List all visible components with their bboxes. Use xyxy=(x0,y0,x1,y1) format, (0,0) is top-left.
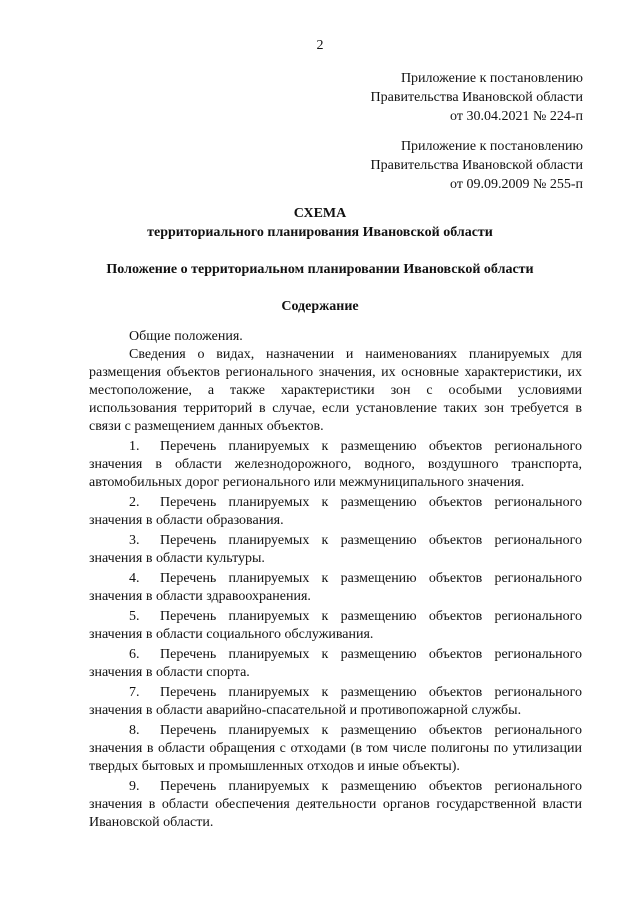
appendix-line: от 30.04.2021 № 224-п xyxy=(450,109,583,124)
contents-body xyxy=(89,328,582,832)
item-text: Перечень планируемых к размещению объектов регионального значения в области обращения с отходами (в том числе полигоны по утилизации твердых бытовых и промышленных отходов и иные объекты). xyxy=(89,723,582,774)
section-heading: Положение о территориальном планировании Ивановской области xyxy=(106,262,534,277)
item-text: Перечень планируемых к размещению объектов регионального значения в области образования. xyxy=(89,495,582,528)
list-item xyxy=(89,778,582,832)
item-text: Перечень планируемых к размещению объектов регионального значения в области социального обслуживания. xyxy=(89,609,582,642)
contents-heading: Содержание xyxy=(281,299,359,314)
item-number: 6. xyxy=(129,647,140,662)
item-number: 9. xyxy=(129,779,140,794)
item-number: 5. xyxy=(129,609,140,624)
document-title: СХЕМА xyxy=(293,206,347,221)
general-provisions: Общие положения. xyxy=(129,329,243,344)
item-text: Перечень планируемых к размещению объектов регионального значения в области культуры. xyxy=(89,533,582,566)
item-text: Перечень планируемых к размещению объектов регионального значения в области аварийно-спасательной и противопожарной службы. xyxy=(89,685,582,718)
item-number: 7. xyxy=(129,685,140,700)
appendix-line: от 09.09.2009 № 255-п xyxy=(450,177,583,192)
list-item xyxy=(89,570,582,606)
appendix-line: Приложение к постановлению xyxy=(400,71,583,86)
appendix-note-current xyxy=(371,69,583,126)
appendix-note-original xyxy=(371,137,583,194)
item-number: 2. xyxy=(129,495,140,510)
document-subtitle: территориального планирования Ивановской области xyxy=(147,225,493,240)
list-item xyxy=(89,646,582,682)
item-number: 4. xyxy=(129,571,140,586)
list-item xyxy=(89,722,582,776)
page-number: 2 xyxy=(316,38,324,53)
list-item xyxy=(89,494,582,530)
item-number: 8. xyxy=(129,723,140,738)
list-item xyxy=(89,438,582,492)
appendix-line: Правительства Ивановской области xyxy=(370,158,583,173)
item-number: 1. xyxy=(129,439,140,454)
item-text: Перечень планируемых к размещению объектов регионального значения в области обеспечения деятельности органов государственной власти Ивановской области. xyxy=(89,779,582,830)
item-text: Перечень планируемых к размещению объектов регионального значения в области железнодорожного, водного, воздушного транспорта, автомобильных дорог регионального или межмуниципального значения. xyxy=(89,439,582,490)
item-text: Перечень планируемых к размещению объектов регионального значения в области здравоохранения. xyxy=(89,571,582,604)
list-item xyxy=(89,608,582,644)
item-text: Перечень планируемых к размещению объектов регионального значения в области спорта. xyxy=(89,647,582,680)
item-number: 3. xyxy=(129,533,140,548)
appendix-line: Правительства Ивановской области xyxy=(370,90,583,105)
appendix-line: Приложение к постановлению xyxy=(400,139,583,154)
list-item xyxy=(89,684,582,720)
intro-paragraph: Сведения о видах, назначении и наименованиях планируемых для размещения объектов регионального значения, их основные характеристики, их местоположение, а также характеристики зон с особыми условиями использования территорий в случае, если установление таких зон требуется в связи с размещением данных объектов. xyxy=(89,347,582,434)
list-item xyxy=(89,532,582,568)
